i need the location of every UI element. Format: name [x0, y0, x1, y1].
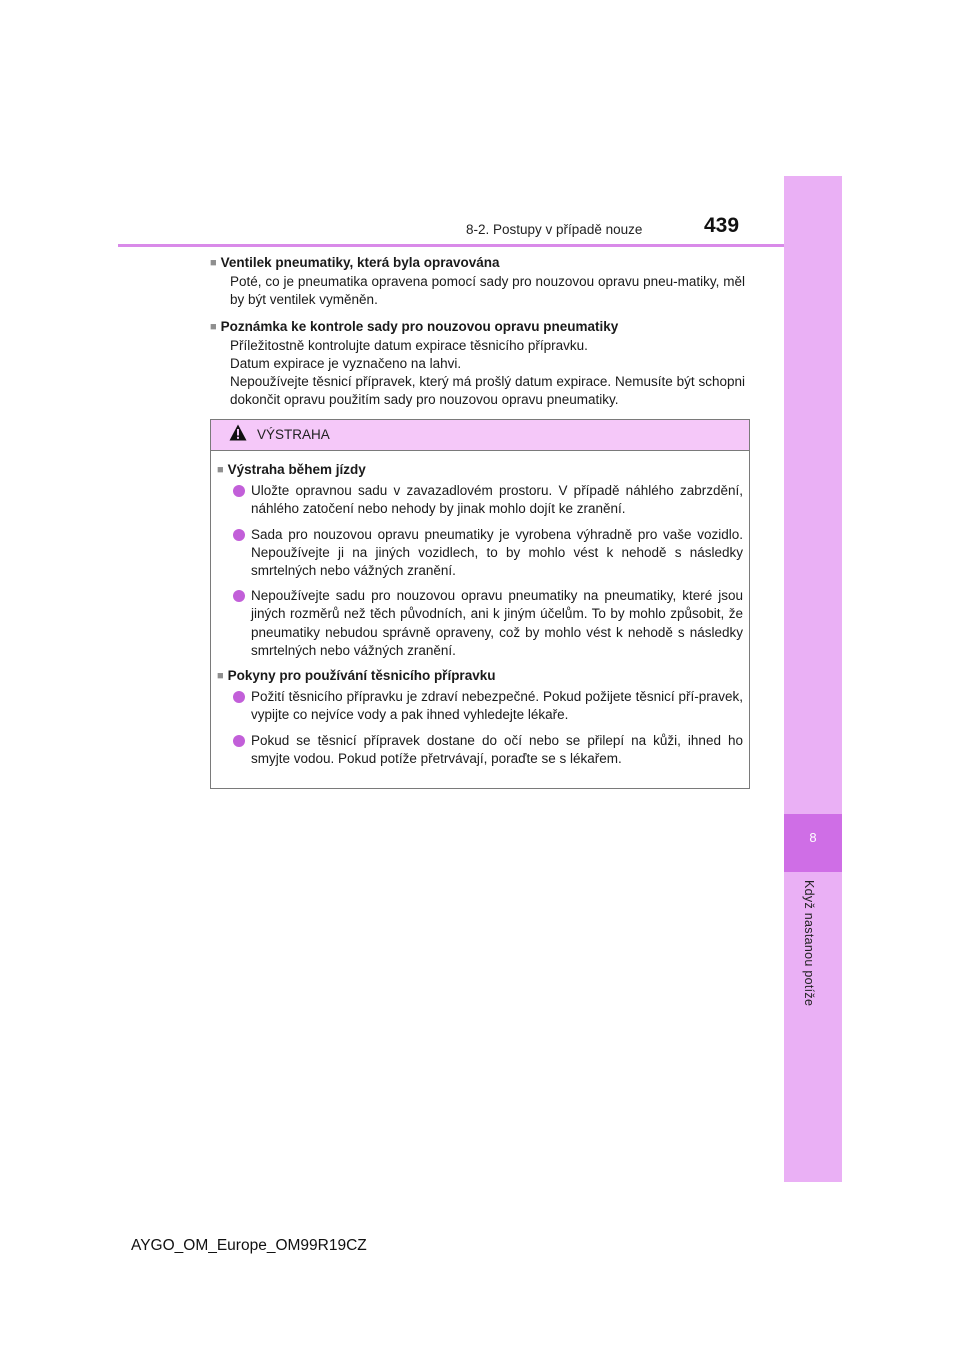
square-bullet-icon: ■ — [210, 257, 217, 269]
square-bullet-icon: ■ — [217, 670, 224, 683]
round-bullet-icon — [233, 735, 245, 747]
round-bullet-icon — [233, 590, 245, 602]
document-footer-id: AYGO_OM_Europe_OM99R19CZ — [131, 1237, 367, 1254]
section-paragraph: Poté, co je pneumatika opravena pomocí sady pro nouzovou opravu pneu-matiky, měl by být ventilek vyměněn. — [230, 274, 745, 308]
main-content — [210, 254, 745, 410]
warning-body — [211, 451, 749, 768]
list-item: Pokud se těsnicí přípravek dostane do očí nebo se přilepí na kůži, ihned ho smyjte vodou. Pokud potíže přetrvávají, poraďte se s lékařem. — [217, 732, 743, 768]
warning-group-heading: ■ Pokyny pro používání těsnicího přípravku — [217, 668, 496, 684]
square-bullet-icon: ■ — [217, 464, 224, 476]
section-heading: ■ Poznámka ke kontrole sady pro nouzovou opravu pneumatiky — [210, 318, 619, 334]
warning-header — [211, 420, 749, 451]
page-number: 439 — [704, 214, 740, 237]
list-item: Sada pro nouzovou opravu pneumatiky je vyrobena výhradně pro vaše vozidlo. Nepoužívejte ji na jiných vozidlech, to by mohlo vést k nehodě s následky smrtelných nebo vážných zranění. — [217, 526, 743, 581]
chapter-side-tab — [784, 176, 842, 1182]
header-divider — [118, 244, 784, 247]
round-bullet-icon — [233, 485, 245, 497]
warning-title: VÝSTRAHA — [257, 427, 330, 442]
warning-box — [210, 419, 750, 789]
list-item: Nepoužívejte sadu pro nouzovou opravu pneumatiky na pneumatiky, které jsou jiných rozměrů než těch původních, ani k jiným účelům. To by mohlo způsobit, že pneumatiky nebudou správně opraveny, což by mohlo vést k nehodě s následky smrtelných nebo vážných zranění. — [217, 587, 743, 660]
chapter-label: Když nastanou potíže — [802, 880, 816, 1007]
list-item: Uložte opravnou sadu v zavazadlovém prostoru. V případě náhlého zabrzdění, náhlého zatočení nebo nehody by jinak mohlo dojít ke zranění. — [217, 482, 743, 518]
section-paragraph: Příležitostně kontrolujte datum expirace těsnicího přípravku. — [230, 337, 588, 353]
warning-group-heading: ■ Výstraha během jízdy — [217, 462, 366, 477]
round-bullet-icon — [233, 529, 245, 541]
section-heading: ■ Ventilek pneumatiky, která byla opravována — [210, 255, 500, 270]
section-paragraph: Nepoužívejte těsnicí přípravek, který má prošlý datum expirace. Nemusíte být schopni dokončit opravu použitím sady pro nouzovou opravu pneumatiky. — [230, 374, 745, 408]
chapter-number: 8 — [809, 830, 817, 845]
square-bullet-icon: ■ — [210, 320, 217, 333]
section-paragraph: Datum expirace je vyznačeno na lahvi. — [230, 356, 462, 372]
warning-triangle-icon — [229, 424, 247, 441]
section-header: 8-2. Postupy v případě nouze — [466, 222, 643, 237]
round-bullet-icon — [233, 691, 245, 703]
list-item: Požití těsnicího přípravku je zdraví nebezpečné. Pokud požijete těsnicí pří-pravek, vypijte co nejvíce vody a pak ihned vyhledejte lékaře. — [217, 688, 743, 724]
